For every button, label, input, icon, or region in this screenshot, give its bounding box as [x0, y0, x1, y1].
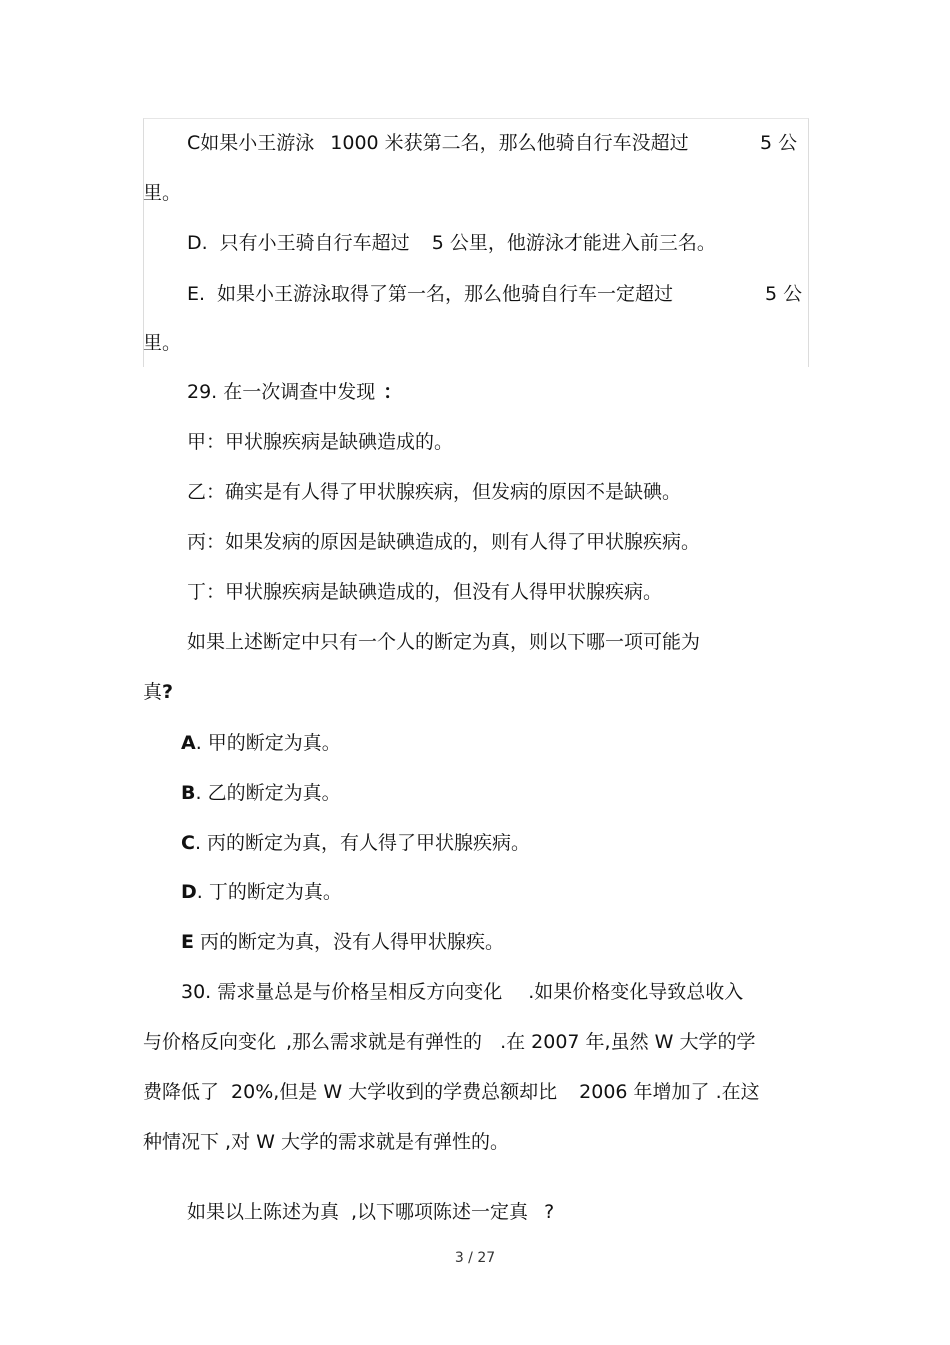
option-d	[187, 230, 716, 256]
option-c-line1	[187, 130, 689, 156]
option-e-label: E.	[187, 283, 206, 305]
q30-prompt	[187, 1199, 554, 1225]
q30-line2-c: .在 2007 年,虽然 W 大学的学	[500, 1031, 756, 1053]
option-e-line2: 里。	[143, 332, 182, 354]
option-c-text-b: 1000 米获第二名，那么他骑自行车没超过	[330, 132, 689, 154]
q29-stem-colon: ：	[383, 381, 403, 403]
q29-statement-bing: 丙：如果发病的原因是缺碘造成的，则有人得了甲状腺疾病。	[187, 531, 701, 553]
q29-stem	[187, 379, 402, 405]
q29-statement-yi: 乙：确实是有人得了甲状腺疾病，但发病的原因不是缺碘。	[187, 481, 682, 503]
q29-prompt-line2	[143, 679, 173, 705]
q29-option-e-text: 丙的断定为真，没有人得甲状腺疾。	[199, 931, 504, 953]
option-c-line2: 里。	[143, 182, 182, 204]
option-d-label: D.	[187, 232, 208, 254]
option-e-line1	[187, 281, 673, 307]
q30-line3-c: 2006 年增加了 .在这	[579, 1081, 760, 1103]
q30-line3	[143, 1079, 760, 1105]
q29-option-a	[181, 730, 341, 756]
q30-prompt-b: ,以下哪项陈述一定真	[351, 1201, 529, 1223]
option-e-line1-end: 5 公	[765, 283, 803, 305]
q29-option-e-label: E	[181, 931, 194, 953]
q30-line4: 种情况下 ,对 W 大学的需求就是有弹性的。	[143, 1131, 509, 1153]
q29-prompt-line1: 如果上述断定中只有一个人的断定为真，则以下哪一项可能为	[187, 631, 701, 653]
q30-line2-a: 与价格反向变化	[143, 1031, 277, 1053]
page-number: 3 / 27	[454, 1250, 496, 1266]
q29-stem-text: 29. 在一次调查中发现	[187, 381, 376, 403]
q29-option-b-label: B	[181, 782, 196, 804]
q29-option-e	[181, 929, 504, 955]
q29-option-a-label: A	[181, 732, 196, 754]
q29-option-b	[181, 780, 341, 806]
q30-line3-b: 20%,但是 W 大学收到的学费总额却比	[231, 1081, 558, 1103]
q30-prompt-c: ?	[544, 1201, 555, 1223]
q30-prompt-a: 如果以上陈述为真	[187, 1201, 340, 1223]
q30-line1	[181, 979, 743, 1005]
option-d-text-b: 5 公里，他游泳才能进入前三名。	[431, 232, 716, 254]
q30-line2-b: ,那么需求就是有弹性的	[286, 1031, 483, 1053]
q29-option-c	[181, 830, 530, 856]
q29-prompt-question-mark: ?	[162, 681, 174, 703]
q29-prompt-line2-text: 真	[143, 681, 163, 703]
q30-line3-a: 费降低了	[143, 1081, 220, 1103]
option-c-line1-end: 5 公	[760, 132, 798, 154]
option-c-text-a: C如果小王游泳	[187, 132, 315, 154]
q30-line1-b: .如果价格变化导致总收入	[528, 981, 744, 1003]
q29-option-d	[181, 879, 342, 905]
q30-line2	[143, 1029, 755, 1055]
q29-statement-jia: 甲：甲状腺疾病是缺碘造成的。	[187, 431, 454, 453]
q29-option-c-text: . 丙的断定为真，有人得了甲状腺疾病。	[194, 832, 531, 854]
q30-line1-a: 30. 需求量总是与价格呈相反方向变化	[181, 981, 503, 1003]
option-e-text-a: 如果小王游泳取得了第一名，那么他骑自行车一定超过	[217, 283, 674, 305]
q29-option-c-label: C	[181, 832, 195, 854]
q29-option-a-text: . 甲的断定为真。	[195, 732, 341, 754]
option-d-text-a: 只有小王骑自行车超过	[219, 232, 410, 254]
q29-option-d-text: . 丁的断定为真。	[196, 881, 342, 903]
q29-statement-ding: 丁：甲状腺疾病是缺碘造成的，但没有人得甲状腺疾病。	[187, 581, 663, 603]
q29-option-b-text: . 乙的断定为真。	[195, 782, 341, 804]
q29-option-d-label: D	[181, 881, 197, 903]
